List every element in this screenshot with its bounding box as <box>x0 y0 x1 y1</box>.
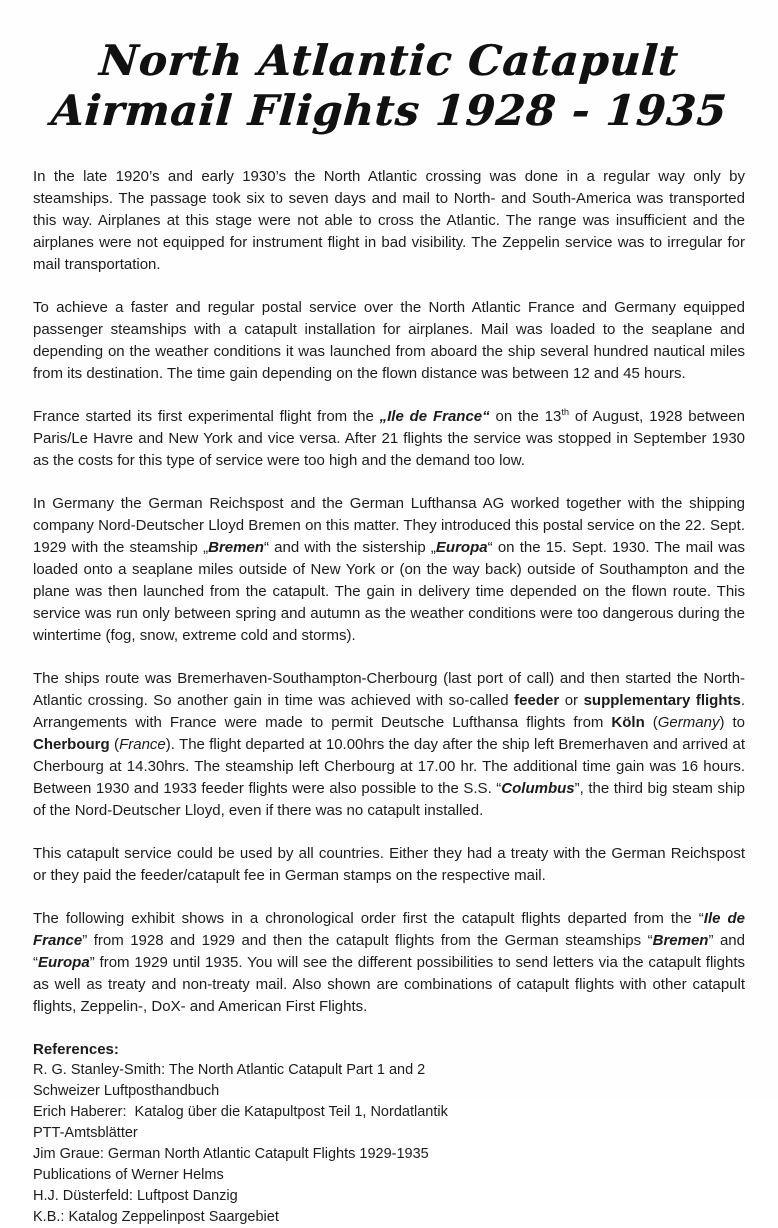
text-segment: of August, 1928 between Paris/Le Havre and New York and vice versa. After 21 flights the service was stopped in September 1930 as the costs for this type of service were too high and the demand too low. <box>33 408 745 469</box>
text-segment: feeder <box>514 692 560 709</box>
text-segment: ” from 1928 and 1929 and then the catapult flights from the German steamships “ <box>82 932 653 949</box>
text-segment: Ile de France <box>33 910 745 949</box>
document-body <box>33 166 745 1018</box>
text-segment: . Arrangements with France were made to permit Deutsche Lufthansa flights from <box>33 692 745 731</box>
text-segment: Bremen <box>652 932 709 949</box>
text-segment: th <box>561 407 570 417</box>
text-segment: or <box>559 692 584 709</box>
paragraph <box>33 406 745 472</box>
text-segment: The ships route was Bremerhaven-Southampton-Cherbourg (last port of call) and then started the North-Atlantic crossing. So another gain in time was achieved with so-called <box>33 670 745 709</box>
text-segment: ( <box>109 736 120 753</box>
paragraph <box>33 166 745 276</box>
text-segment: ”, the third big steam ship of the Nord-Deutscher Lloyd, even if there was no catapult installed. <box>33 780 745 819</box>
text-segment: ” from 1929 until 1935. You will see the different possibilities to send letters via the catapult flights as well as treaty and non-treaty mail. Also shown are combinations of catapult flights with other catapult flights, Zeppelin-, DoX- and American First Flights. <box>33 954 745 1015</box>
reference-item: Jim Graue: German North Atlantic Catapult Flights 1929-1935 <box>33 1146 429 1162</box>
references-heading: References: <box>33 1041 119 1058</box>
text-segment: Europa <box>435 539 488 556</box>
paragraph <box>33 668 745 822</box>
text-segment: ( <box>644 714 658 731</box>
document-title <box>33 36 745 136</box>
text-segment: In Germany the German Reichspost and the German Lufthansa AG worked together with the shipping company Nord-Deutscher Lloyd Bremen on this matter. They introduced this postal service on the 22. Sept. 1929 with the steamship „ <box>33 495 745 556</box>
text-segment: France started its first experimental flight from the <box>33 408 380 425</box>
text-segment: “ and with the sistership „ <box>263 539 436 556</box>
text-segment: Bremen <box>208 539 264 556</box>
text-segment: Cherbourg <box>33 736 110 753</box>
reference-item: PTT-Amtsblätter <box>33 1125 138 1141</box>
text-segment: Germany <box>657 714 720 731</box>
text-segment: „Ile de France“ <box>379 408 490 425</box>
title-line-2: Airmail Flights 1928 - 1935 <box>49 86 729 135</box>
text-segment: To achieve a faster and regular postal service over the North Atlantic France and Germany equipped passenger steamships with a catapult installation for airplanes. Mail was loaded to the seaplane and depending on the weather conditions it was launched from aboard the ship several hundred nautical miles from its destination. The time gain depending on the flown distance was between 12 and 45 hours. <box>33 299 745 382</box>
reference-item: H.J. Düsterfeld: Luftpost Danzig <box>33 1188 238 1204</box>
text-segment: France <box>119 736 166 753</box>
text-segment: ). The flight departed at 10.00hrs the day after the ship left Bremerhaven and arrived at Cherbourg at 14.30hrs. The steamship left Cherbourg at 17.00 hr. The additional time gain was 16 hours. Between 1930 and 1933 feeder flights were also possible to the S.S. “ <box>33 736 745 797</box>
paragraph <box>33 843 745 887</box>
text-segment: Köln <box>611 714 645 731</box>
references-list <box>33 1060 745 1228</box>
text-segment: The following exhibit shows in a chronological order first the catapult flights departed from the “ <box>33 910 704 927</box>
text-segment: ” and “ <box>33 932 745 971</box>
title-line-1: North Atlantic Catapult <box>97 36 681 85</box>
text-segment: “ on the 15. Sept. 1930. The mail was loaded onto a seaplane miles outside of New York or (on the way back) outside of Southampton and the plane was then launched from the catapult. The gain in delivery time depended on the flown route. This service was run only between spring and autumn as the weather conditions were too dangerous during the wintertime (fog, snow, extreme cold and storms). <box>33 539 745 644</box>
reference-item: Erich Haberer: Katalog über die Katapultpost Teil 1, Nordatlantik <box>33 1104 448 1120</box>
text-segment: ) to <box>719 714 745 731</box>
text-segment: Europa <box>38 954 90 971</box>
text-segment: on the 13 <box>489 408 562 425</box>
text-segment: Columbus <box>501 780 575 797</box>
paragraph <box>33 297 745 385</box>
reference-item: Publications of Werner Helms <box>33 1167 224 1183</box>
text-segment: In the late 1920’s and early 1930’s the North Atlantic crossing was done in a regular way only by steamships. The passage took six to seven days and mail to North- and South-America was transported this way. Airplanes at this stage were not able to cross the Atlantic. The range was insufficient and the airplanes were not equipped for instrument flight in bad visibility. The Zeppelin service was to irregular for mail transportation. <box>33 168 745 273</box>
reference-item: R. G. Stanley-Smith: The North Atlantic Catapult Part 1 and 2 <box>33 1062 426 1078</box>
reference-item: K.B.: Katalog Zeppelinpost Saargebiet <box>33 1209 279 1225</box>
references-section <box>33 1039 745 1228</box>
paragraph <box>33 908 745 1018</box>
text-segment: This catapult service could be used by all countries. Either they had a treaty with the German Reichspost or they paid the feeder/catapult fee in German stamps on the respective mail. <box>33 845 745 884</box>
reference-item: Schweizer Luftposthandbuch <box>33 1083 220 1099</box>
paragraph <box>33 493 745 647</box>
text-segment: supplementary flights <box>583 692 741 709</box>
